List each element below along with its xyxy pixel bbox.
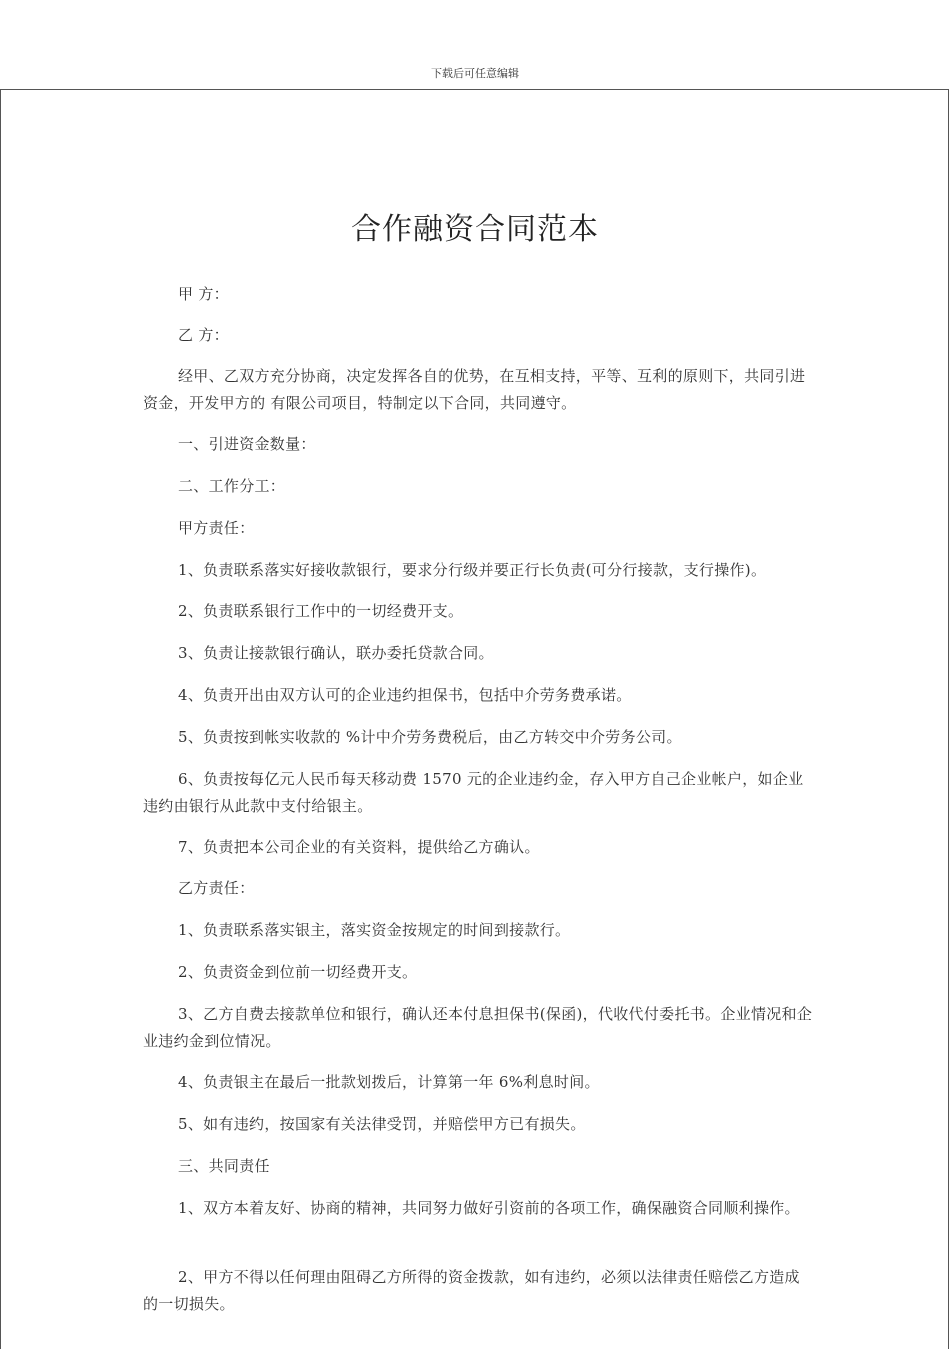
party-a-duty-5: 5、负责按到帐实收款的 %计中介劳务费税后，由乙方转交中介劳务公司。 (178, 728, 682, 746)
section-heading-division-of-work: 二、工作分工： (178, 477, 286, 495)
party-a-duty-6: 6、负责按每亿元人民币每天移动费 1570 元的企业违约金，存入甲方自己企业帐户，如企业违约由银行从此款中支付给银主。 (143, 770, 804, 815)
party-a-duty-1: 1、负责联系落实好接收款银行，要求分行级并要正行长负责(可分行接款，支行操作)。 (178, 561, 767, 579)
section-heading-joint-duties: 三、共同责任 (178, 1157, 270, 1175)
party-a-line: 甲 方： (178, 285, 229, 303)
party-a-duty-2: 2、负责联系银行工作中的一切经费开支。 (178, 602, 464, 620)
subheading-party-b-duties: 乙方责任： (178, 879, 255, 897)
subheading-party-a-duties: 甲方责任： (178, 519, 255, 537)
party-b-line: 乙 方： (178, 326, 229, 344)
party-b-duty-1: 1、负责联系落实银主，落实资金按规定的时间到接款行。 (178, 921, 571, 939)
party-a-duty-4: 4、负责开出由双方认可的企业违约担保书，包括中介劳务费承诺。 (178, 686, 632, 704)
page-header-note: 下载后可任意编辑 (431, 67, 519, 80)
party-b-duty-2: 2、负责资金到位前一切经费开支。 (178, 963, 418, 981)
party-b-duty-3: 3、乙方自费去接款单位和银行，确认还本付息担保书(保函)，代收代付委托书。企业情况和企业违约金到位情况。 (143, 1005, 813, 1050)
party-b-duty-4: 4、负责银主在最后一批款划拨后，计算第一年 6%利息时间。 (178, 1073, 600, 1091)
preamble-paragraph: 经甲、乙双方充分协商，决定发挥各自的优势，在互相支持，平等、互利的原则下，共同引进资金，开发甲方的 有限公司项目，特制定以下合同，共同遵守。 (143, 367, 806, 412)
document-title: 合作融资合同范本 (351, 212, 599, 247)
section-heading-funding-amount: 一、引进资金数量： (178, 435, 316, 453)
joint-duty-2: 2、甲方不得以任何理由阻碍乙方所得的资金拨款，如有违约，必须以法律责任赔偿乙方造成的一切损失。 (143, 1268, 800, 1313)
party-a-duty-3: 3、负责让接款银行确认，联办委托贷款合同。 (178, 644, 494, 662)
joint-duty-1: 1、双方本着友好、协商的精神，共同努力做好引资前的各项工作，确保融资合同顺利操作。 (178, 1199, 800, 1217)
party-b-duty-5: 5、如有违约，按国家有关法律受罚，并赔偿甲方已有损失。 (178, 1115, 586, 1133)
party-a-duty-7: 7、负责把本公司企业的有关资料，提供给乙方确认。 (178, 838, 540, 856)
